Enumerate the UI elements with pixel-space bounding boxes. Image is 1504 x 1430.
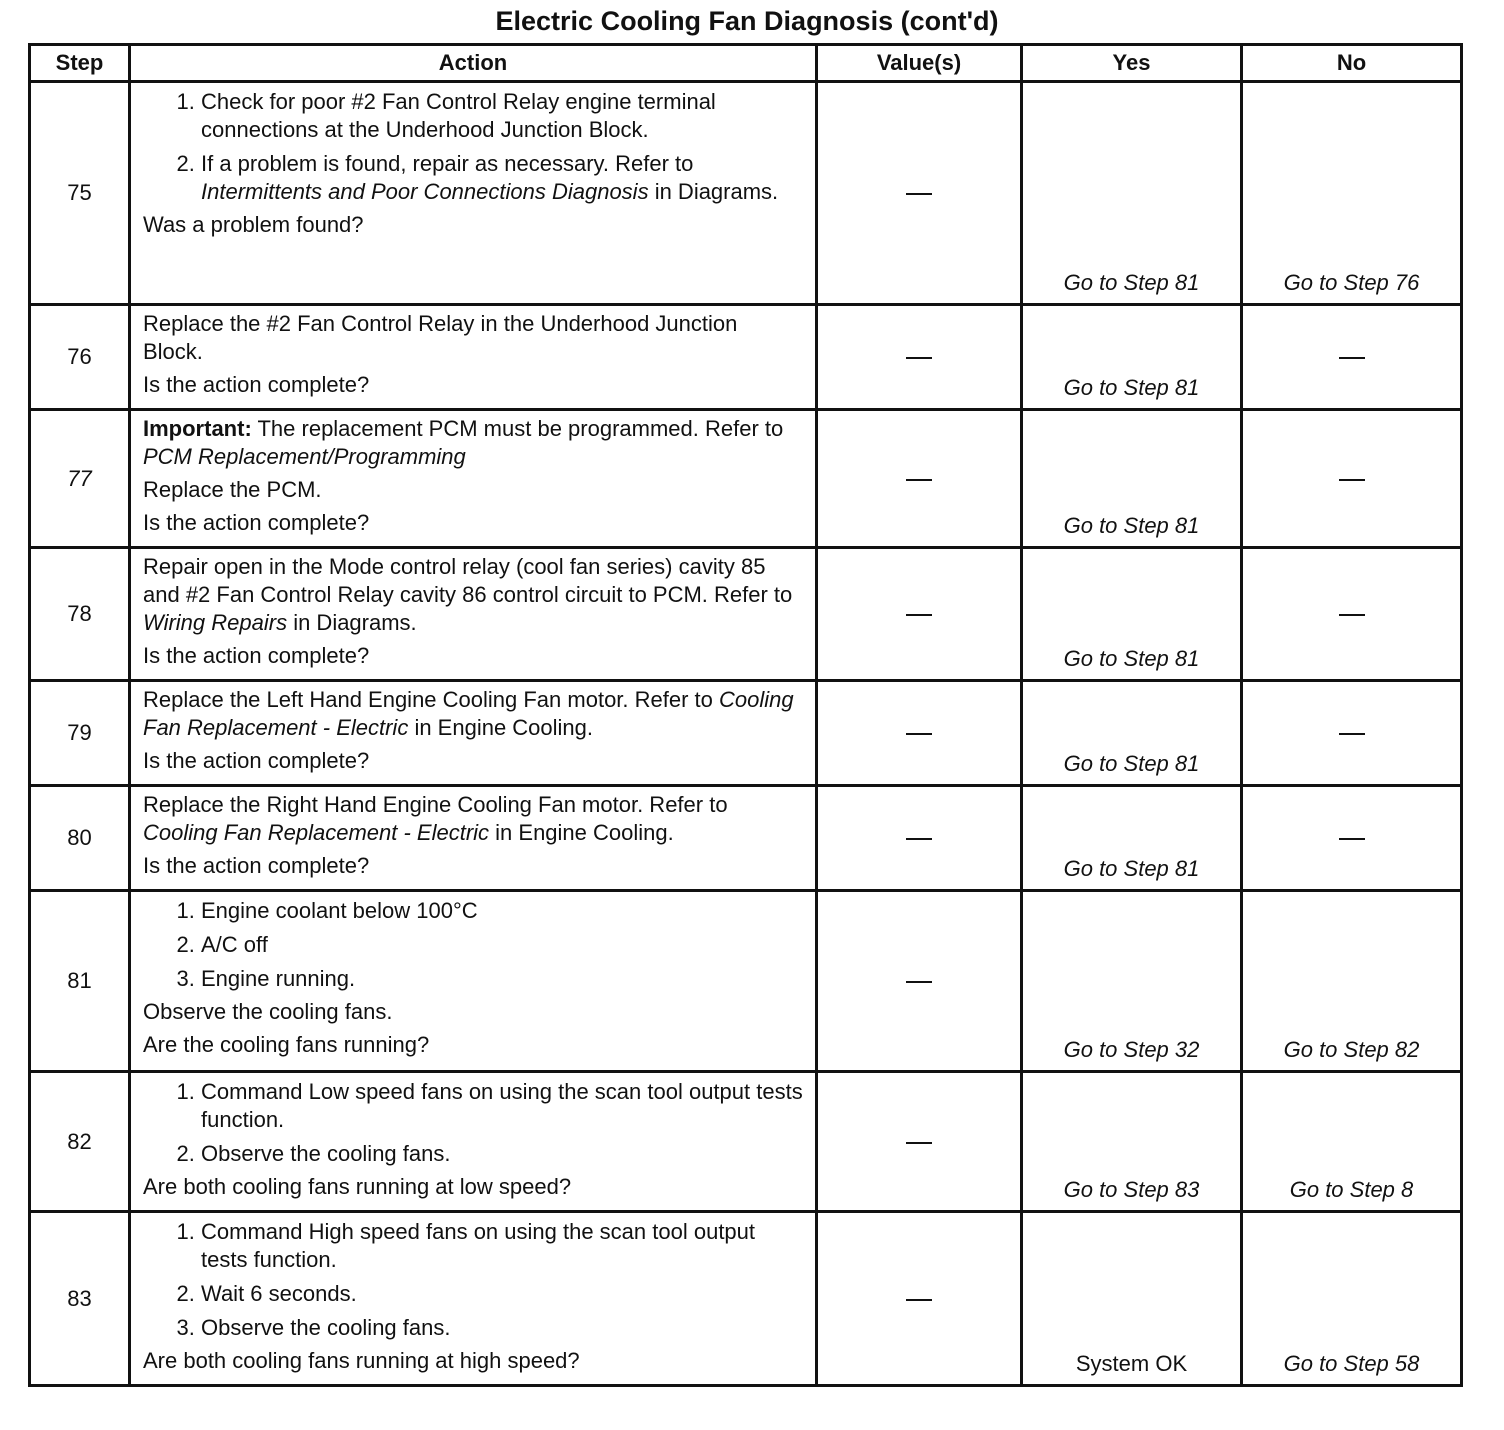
value-cell bbox=[817, 681, 1022, 786]
question: Are both cooling fans running at high speed? bbox=[143, 1348, 580, 1373]
yes-result: Go to Step 81 bbox=[1022, 786, 1242, 891]
step-number: 75 bbox=[30, 82, 130, 305]
reference-link: Intermittents and Poor Connections Diagnosis bbox=[201, 179, 649, 204]
list-item: 2. Wait 6 seconds. bbox=[201, 1279, 803, 1313]
no-result bbox=[1242, 681, 1462, 786]
action-list bbox=[143, 1217, 803, 1347]
no-result: Go to Step 76 bbox=[1242, 82, 1462, 305]
dash-mark bbox=[906, 1299, 932, 1301]
no-result bbox=[1242, 305, 1462, 410]
value-cell bbox=[817, 410, 1022, 548]
action-cell bbox=[130, 548, 817, 681]
no-result: Go to Step 8 bbox=[1242, 1072, 1462, 1212]
yes-result: Go to Step 32 bbox=[1022, 891, 1242, 1072]
yes-result: Go to Step 81 bbox=[1022, 305, 1242, 410]
action-text: Observe the cooling fans. bbox=[143, 999, 393, 1024]
list-item: 3. Observe the cooling fans. bbox=[201, 1313, 803, 1347]
action-cell bbox=[130, 82, 817, 305]
dash-mark bbox=[1339, 357, 1365, 359]
yes-result: Go to Step 81 bbox=[1022, 548, 1242, 681]
action-list bbox=[143, 87, 803, 211]
table-row bbox=[30, 548, 1462, 681]
step-number: 80 bbox=[30, 786, 130, 891]
question: Was a problem found? bbox=[143, 212, 364, 237]
header-step: Step bbox=[30, 45, 130, 82]
question: Is the action complete? bbox=[143, 748, 370, 773]
header-yes: Yes bbox=[1022, 45, 1242, 82]
action-cell bbox=[130, 681, 817, 786]
action-text: Replace the Right Hand Engine Cooling Fan motor. Refer to Cooling Fan Replacement - Electric in Engine Cooling. bbox=[143, 792, 728, 845]
dash-mark bbox=[906, 1142, 932, 1144]
dash-mark bbox=[906, 838, 932, 840]
step-number: 76 bbox=[30, 305, 130, 410]
important-label: Important: bbox=[143, 416, 252, 441]
table-row bbox=[30, 891, 1462, 1072]
dash-mark bbox=[906, 981, 932, 983]
reference-link: PCM Replacement/Programming bbox=[143, 444, 466, 469]
yes-result: Go to Step 83 bbox=[1022, 1072, 1242, 1212]
step-number: 77 bbox=[30, 410, 130, 548]
dash-mark bbox=[906, 614, 932, 616]
value-cell bbox=[817, 786, 1022, 891]
reference-link: Cooling Fan Replacement - Electric bbox=[143, 687, 794, 740]
list-item: 1. Command High speed fans on using the scan tool output tests function. bbox=[201, 1217, 803, 1279]
no-result: Go to Step 58 bbox=[1242, 1212, 1462, 1386]
action-text: Replace the Left Hand Engine Cooling Fan motor. Refer to Cooling Fan Replacement - Electric in Engine Cooling. bbox=[143, 687, 794, 740]
question: Are both cooling fans running at low speed? bbox=[143, 1174, 572, 1199]
header-values: Value(s) bbox=[817, 45, 1022, 82]
no-result: Go to Step 82 bbox=[1242, 891, 1462, 1072]
step-number: 81 bbox=[30, 891, 130, 1072]
table-row bbox=[30, 1212, 1462, 1386]
list-item: 2. If a problem is found, repair as necessary. Refer to Intermittents and Poor Connections Diagnosis in Diagrams. bbox=[201, 149, 803, 211]
table-row bbox=[30, 82, 1462, 305]
action-cell bbox=[130, 1212, 817, 1386]
action-text: Repair open in the Mode control relay (cool fan series) cavity 85 and #2 Fan Control Relay cavity 86 control circuit to PCM. Refer to Wiring Repairs in Diagrams. bbox=[143, 554, 793, 635]
header-no: No bbox=[1242, 45, 1462, 82]
value-cell bbox=[817, 82, 1022, 305]
important-note: Important: The replacement PCM must be programmed. Refer to PCM Replacement/Programming bbox=[143, 416, 784, 469]
step-number: 83 bbox=[30, 1212, 130, 1386]
dash-mark bbox=[906, 479, 932, 481]
no-result bbox=[1242, 410, 1462, 548]
question: Is the action complete? bbox=[143, 372, 370, 397]
list-item: 1. Engine coolant below 100°C bbox=[201, 896, 803, 930]
dash-mark bbox=[1339, 733, 1365, 735]
table-row bbox=[30, 305, 1462, 410]
page-title: Electric Cooling Fan Diagnosis (cont'd) bbox=[495, 6, 999, 36]
value-cell bbox=[817, 548, 1022, 681]
action-list bbox=[143, 896, 803, 998]
list-item: 1. Check for poor #2 Fan Control Relay engine terminal connections at the Underhood Junction Block. bbox=[201, 87, 803, 149]
value-cell bbox=[817, 891, 1022, 1072]
step-number: 78 bbox=[30, 548, 130, 681]
table-row bbox=[30, 681, 1462, 786]
list-item: 3. Engine running. bbox=[201, 964, 803, 998]
no-result bbox=[1242, 786, 1462, 891]
dash-mark bbox=[906, 357, 932, 359]
dash-mark bbox=[906, 733, 932, 735]
yes-result: Go to Step 81 bbox=[1022, 681, 1242, 786]
dash-mark bbox=[1339, 479, 1365, 481]
dash-mark bbox=[906, 193, 932, 195]
no-result bbox=[1242, 548, 1462, 681]
table-row bbox=[30, 786, 1462, 891]
question: Are the cooling fans running? bbox=[143, 1032, 430, 1057]
action-text: Replace the #2 Fan Control Relay in the Underhood Junction Block. bbox=[143, 311, 738, 364]
list-item: 2. A/C off bbox=[201, 930, 803, 964]
action-text: Replace the PCM. bbox=[143, 477, 322, 502]
action-cell bbox=[130, 410, 817, 548]
list-item: 2. Observe the cooling fans. bbox=[201, 1139, 803, 1173]
yes-result: Go to Step 81 bbox=[1022, 410, 1242, 548]
value-cell bbox=[817, 1072, 1022, 1212]
reference-link: Wiring Repairs bbox=[143, 610, 288, 635]
reference-link: Cooling Fan Replacement - Electric bbox=[143, 820, 490, 845]
yes-result: Go to Step 81 bbox=[1022, 82, 1242, 305]
question: Is the action complete? bbox=[143, 510, 370, 535]
action-cell bbox=[130, 1072, 817, 1212]
action-cell bbox=[130, 891, 817, 1072]
dash-mark bbox=[1339, 838, 1365, 840]
header-row bbox=[30, 45, 1462, 82]
diagnosis-table bbox=[28, 43, 1463, 1387]
dash-mark bbox=[1339, 614, 1365, 616]
action-cell bbox=[130, 305, 817, 410]
value-cell bbox=[817, 1212, 1022, 1386]
table-row bbox=[30, 1072, 1462, 1212]
question: Is the action complete? bbox=[143, 853, 370, 878]
step-number: 82 bbox=[30, 1072, 130, 1212]
step-number: 79 bbox=[30, 681, 130, 786]
action-cell bbox=[130, 786, 817, 891]
action-list bbox=[143, 1077, 803, 1173]
value-cell bbox=[817, 305, 1022, 410]
question: Is the action complete? bbox=[143, 643, 370, 668]
header-action: Action bbox=[130, 45, 817, 82]
yes-result: System OK bbox=[1022, 1212, 1242, 1386]
list-item: 1. Command Low speed fans on using the scan tool output tests function. bbox=[201, 1077, 803, 1139]
table-row bbox=[30, 410, 1462, 548]
